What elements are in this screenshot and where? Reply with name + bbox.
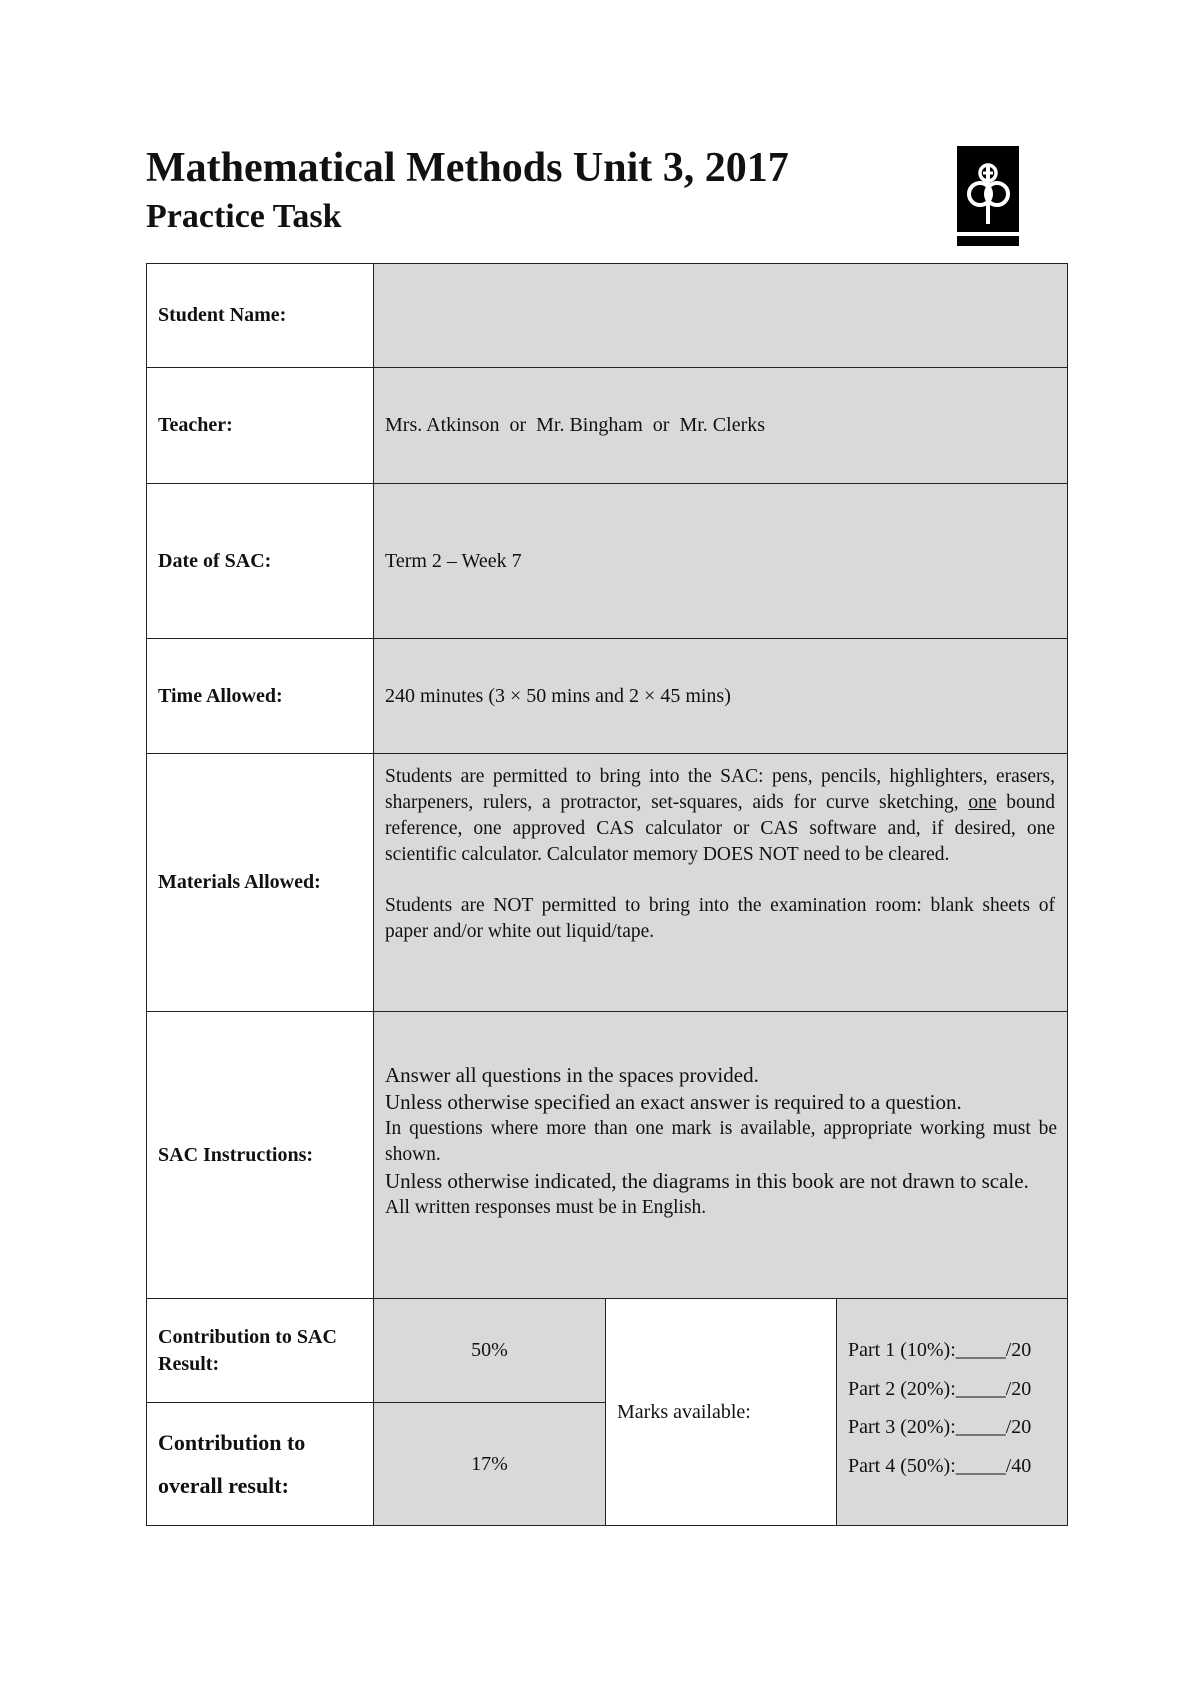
- instruction-item: Unless otherwise specified an exact answer is required to a question.: [385, 1090, 962, 1114]
- document-title: Mathematical Methods Unit 3, 2017: [146, 145, 789, 191]
- date-value: Term 2 – Week 7: [373, 483, 1068, 639]
- marks-parts-list: [836, 1298, 1068, 1526]
- date-label: Date of SAC:: [146, 483, 374, 639]
- instruction-item: Unless otherwise indicated, the diagrams in this book are not drawn to scale.: [385, 1169, 1029, 1193]
- marks-available-label: Marks available:: [605, 1298, 837, 1526]
- part-1-marks: Part 1 (10%):_____/20: [848, 1339, 1032, 1361]
- materials-not-permitted-text: Students are NOT permitted to bring into the examination room: blank sheets of paper and/or white out liquid/tape.: [385, 895, 1055, 942]
- cover-sheet-table: [146, 263, 1068, 1526]
- teacher-value: Mrs. Atkinson or Mr. Bingham or Mr. Clerks: [373, 367, 1068, 484]
- student-name-label: Student Name:: [146, 263, 374, 368]
- contribution-overall-value: 17%: [373, 1402, 606, 1526]
- document-subtitle: Practice Task: [146, 198, 342, 235]
- instructions-label: SAC Instructions:: [146, 1011, 374, 1299]
- teacher-label: Teacher:: [146, 367, 374, 484]
- time-label: Time Allowed:: [146, 638, 374, 754]
- contribution-overall-label: Contribution to overall result:: [146, 1402, 374, 1526]
- part-3-marks: Part 3 (20%):_____/20: [848, 1416, 1032, 1438]
- materials-value: [373, 753, 1068, 1012]
- instruction-item: All written responses must be in English.: [385, 1197, 707, 1218]
- student-name-field[interactable]: [373, 263, 1068, 368]
- materials-permitted-text: Students are permitted to bring into the SAC: pens, pencils, highlighters, erasers, sharpeners, rulers, a protractor, set-squares, aids for curve sketching, one bound reference, one approved CAS calculator or CAS software and, if desired, one scientific calculator. Calculator memory DOES NOT need to be cleared.: [385, 766, 1056, 865]
- contribution-sac-value: 50%: [373, 1298, 606, 1403]
- time-value: 240 minutes (3 × 50 mins and 2 × 45 mins): [373, 638, 1068, 754]
- materials-label: Materials Allowed:: [146, 753, 374, 1012]
- instruction-item: Answer all questions in the spaces provided.: [385, 1063, 759, 1087]
- part-4-marks: Part 4 (50%):_____/40: [848, 1454, 1032, 1477]
- part-2-marks: Part 2 (20%):_____/20: [848, 1377, 1032, 1400]
- instructions-list: [373, 1011, 1068, 1299]
- school-crest-logo-icon: [957, 146, 1019, 246]
- contribution-sac-label: Contribution to SAC Result:: [146, 1298, 374, 1403]
- instruction-item: In questions where more than one mark is available, appropriate working must be shown.: [385, 1118, 1057, 1165]
